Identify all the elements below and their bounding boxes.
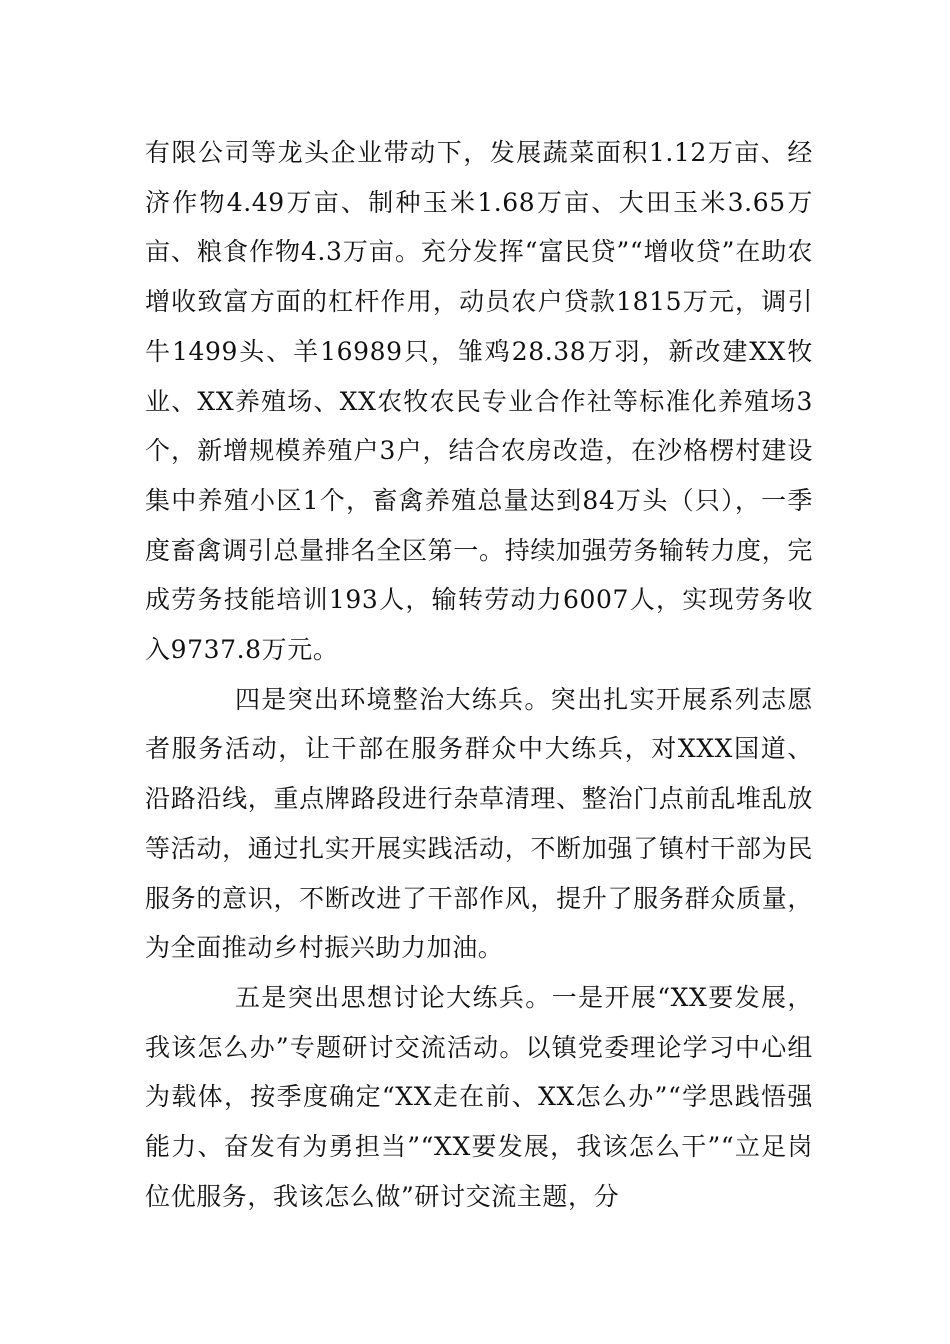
- paragraph-ideological-discussion: 五是突出思想讨论大练兵。一是开展“XX要发展，我该怎么办”专题研讨交流活动。以镇党委理论学习中心组为载体，按季度确定“XX走在前、XX怎么办”“学思践悟强能力、奋发有为勇担当”“XX要发展，我该怎么干”“立足岗位优服务，我该怎么做”研讨交流主题，分: [145, 982, 813, 1211]
- paragraph-agriculture-economy: 有限公司等龙头企业带动下，发展蔬菜面积1.12万亩、经济作物4.49万亩、制种玉米1.68万亩、大田玉米3.65万亩、粮食作物4.3万亩。充分发挥“富民贷”“增收贷”在助农增收致富方面的杠杆作用，动员农户贷款1815万元，调引牛1499头、羊16989只，雏鸡28.38万羽，新改建XX牧业、XX养殖场、XX农牧农民专业合作社等标准化养殖场3个，新增规模养殖户3户，结合农房改造，在沙格楞村建设集中养殖小区1个，畜禽养殖总量达到84万头（只），一季度畜禽调引总量排名全区第一。持续加强劳务输转力度，完成劳务技能培训193人，输转劳动力6007人，实现劳务收入9737.8万元。: [145, 138, 813, 665]
- document-body: [145, 128, 813, 1221]
- paragraph-environment-rectification: 四是突出环境整治大练兵。突出扎实开展系列志愿者服务活动，让干部在服务群众中大练兵，对XXX国道、沿路沿线，重点牌路段进行杂草清理、整治门点前乱堆乱放等活动，通过扎实开展实践活动，不断加强了镇村干部为民服务的意识，不断改进了干部作风，提升了服务群众质量，为全面推动乡村振兴助力加油。: [145, 684, 813, 963]
